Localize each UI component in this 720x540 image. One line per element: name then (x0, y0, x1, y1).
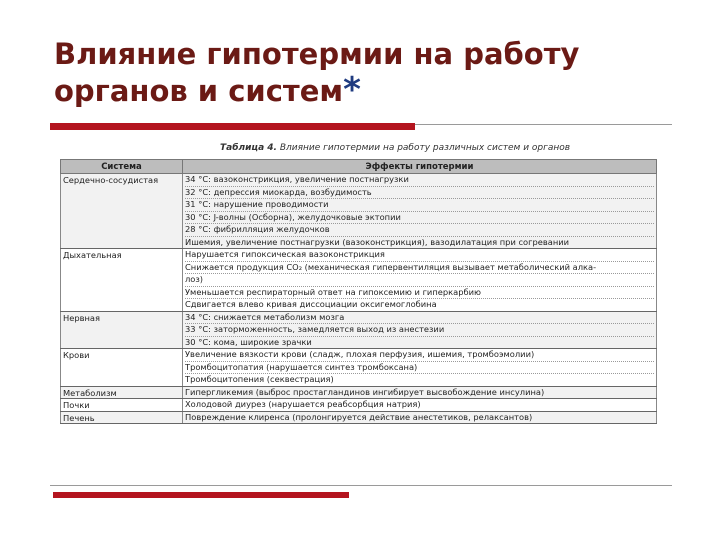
effects-cell (183, 399, 657, 412)
effect-line: 33 °С: заторможенность, замедляется выход из анестезии (185, 324, 654, 337)
effect-line: Ишемия, увеличение постнагрузки (вазоконстрикция), вазодилатация при согревании (185, 236, 570, 247)
system-cell: Печень (61, 411, 183, 424)
effect-line: лоз) (185, 274, 654, 287)
system-cell: Метаболизм (61, 386, 183, 399)
effect-line: Тромбоцитопатия (нарушается синтез тромбоксана) (185, 362, 654, 375)
effect-line: Уменьшается респираторный ответ на гипоксемию и гиперкарбию (185, 287, 654, 300)
effect-line: 32 °С: депрессия миокарда, возбудимость (185, 187, 654, 200)
effect-line: 30 °С: J-волны (Осборна), желудочковые эктопии (185, 212, 654, 225)
system-cell: Крови (61, 349, 183, 387)
table-caption (220, 143, 570, 153)
effect-line: 30 °С: кома, широкие зрачки (185, 336, 312, 347)
effect-line: Увеличение вязкости крови (сладж, плохая перфузия, ишемия, тромбоэмолии) (185, 349, 654, 362)
effects-cell (183, 174, 657, 249)
slide-title (54, 36, 694, 109)
effect-line: Сдвигается влево кривая диссоциации оксигемоглобина (185, 299, 437, 309)
effects-cell (183, 311, 657, 349)
system-cell: Дыхательная (61, 249, 183, 312)
table-row (61, 411, 657, 424)
system-cell: Сердечно-сосудистая (61, 174, 183, 249)
asterisk-mark: * (343, 70, 361, 110)
title-underline-accent (50, 123, 415, 130)
title-underline-rule (415, 124, 672, 125)
header-effects: Эффекты гипотермии (183, 160, 657, 174)
table-caption-prefix: Таблица 4. (220, 143, 277, 153)
effects-cell (183, 349, 657, 387)
header-system: Система (61, 160, 183, 174)
effect-line: Снижается продукция CO₂ (механическая гипервентиляция вызывает метаболический алка- (185, 262, 654, 275)
title-line-1: Влияние гипотермии на работу (54, 37, 580, 71)
effect-line: Нарушается гипоксическая вазоконстрикция (185, 249, 654, 262)
title-line-2: органов и систем (54, 74, 344, 108)
hypothermia-effects-table (60, 159, 657, 424)
effect-line: Повреждение клиренса (пролонгируется действие анестетиков, релаксантов) (185, 411, 533, 422)
effect-line: 34 °С: снижается метаболизм мозга (185, 312, 654, 325)
system-cell: Нервная (61, 311, 183, 349)
table-row (61, 399, 657, 412)
effects-cell (183, 386, 657, 399)
table-header-row (61, 160, 657, 174)
effects-cell (183, 249, 657, 312)
effect-line: 31 °С: нарушение проводимости (185, 199, 654, 212)
table-row (61, 174, 657, 249)
effect-line: Холодовой диурез (нарушается реабсорбция натрия) (185, 399, 421, 409)
table-row (61, 349, 657, 387)
effect-line: 34 °С: вазоконстрикция, увеличение постнагрузки (185, 174, 654, 187)
table-caption-text: Влияние гипотермии на работу различных систем и органов (276, 143, 571, 153)
effects-cell (183, 411, 657, 424)
effect-line: Гипергликемия (выброс простагландинов ингибирует высвобождение инсулина) (185, 386, 545, 397)
table-row (61, 311, 657, 349)
effect-line: 28 °С: фибрилляция желудочков (185, 224, 654, 237)
footer-rule (50, 485, 672, 486)
table-row (61, 386, 657, 399)
footer-accent (53, 492, 349, 498)
table-row (61, 249, 657, 312)
system-cell: Почки (61, 399, 183, 412)
effect-line: Тромбоцитопения (секвестрация) (185, 374, 334, 384)
